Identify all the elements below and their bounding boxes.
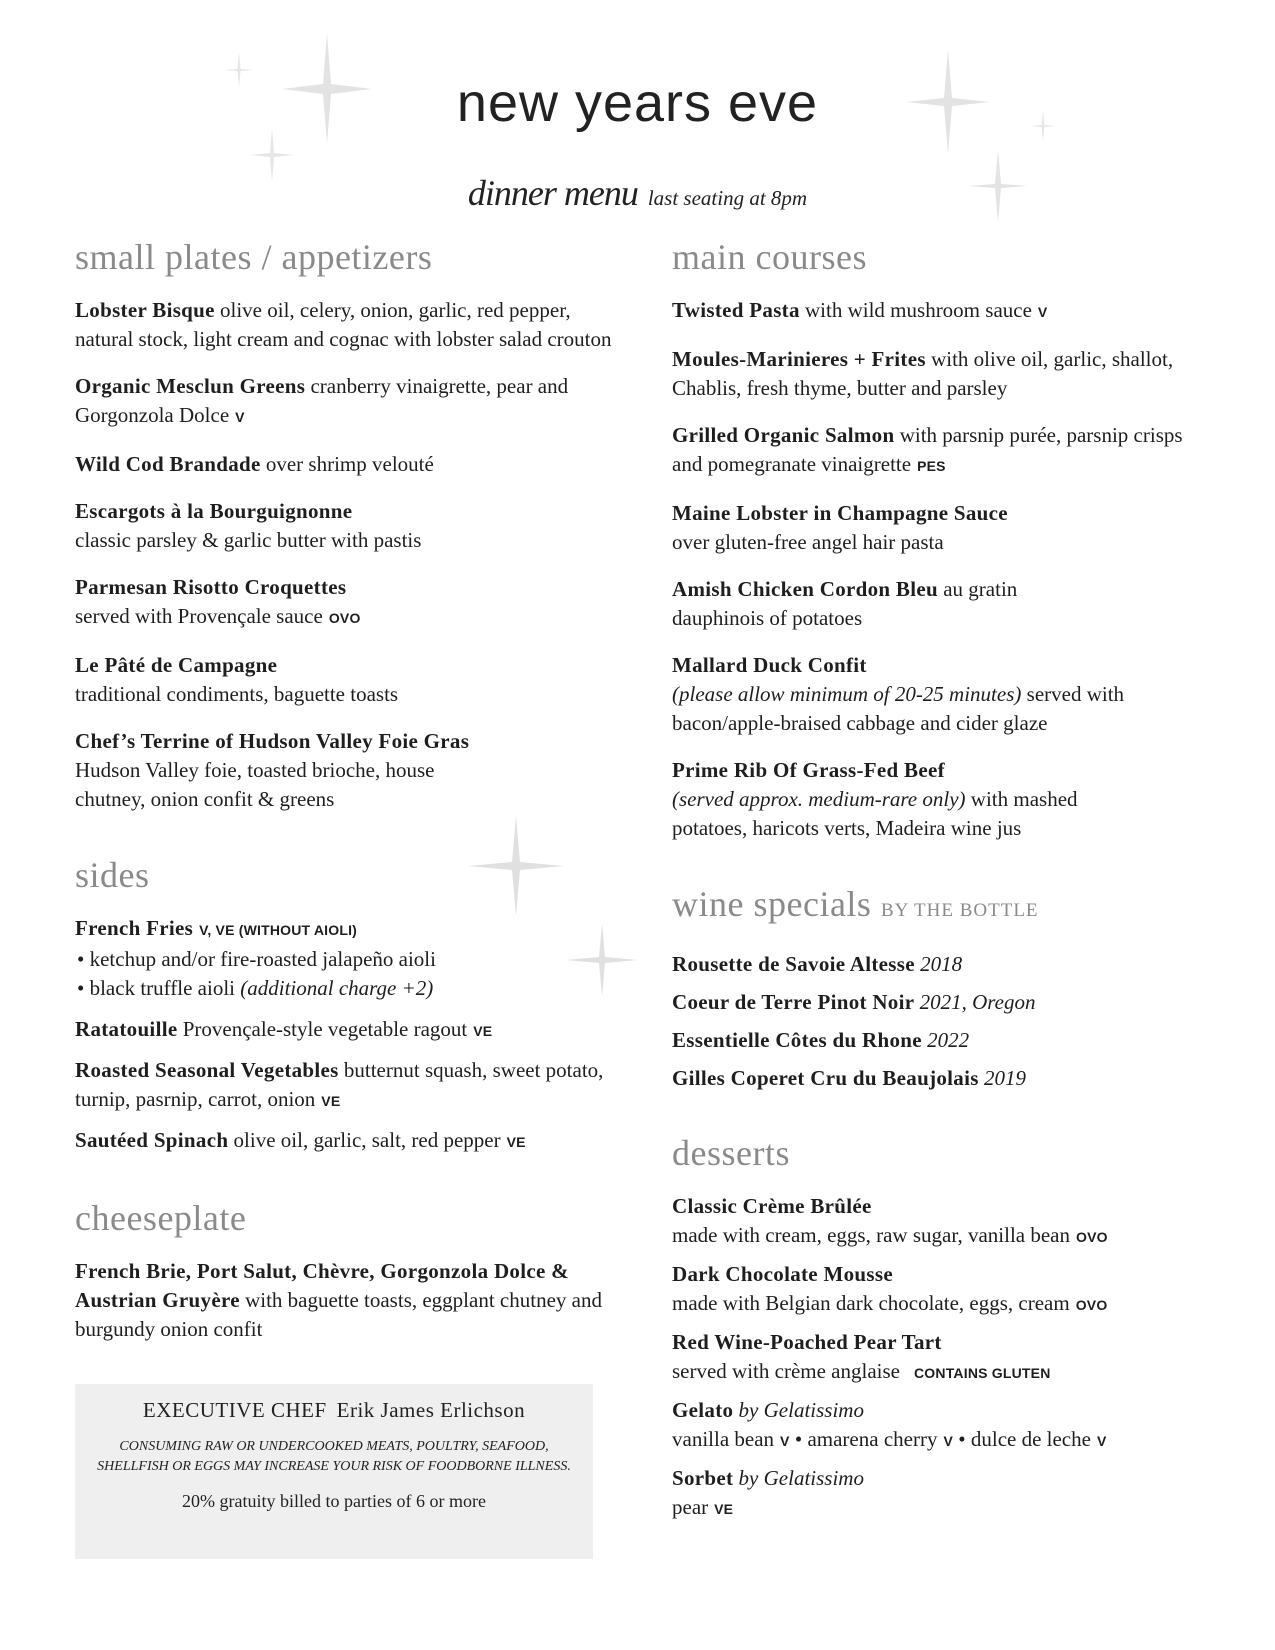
menu-item	[75, 296, 615, 354]
item-name: Maine Lobster in Champagne Sauce	[672, 501, 1008, 525]
wines-heading-sub: BY THE BOTTLE	[880, 900, 1039, 921]
menu-item	[75, 497, 615, 555]
subtitle-script: dinner menu	[467, 173, 638, 213]
wine-item	[672, 1064, 1212, 1092]
item-name: Sautéed Spinach	[75, 1128, 229, 1152]
item-name: Grilled Organic Salmon	[672, 423, 895, 447]
item-note: (additional charge +2)	[240, 976, 434, 1000]
flavor: vanilla bean	[672, 1427, 775, 1451]
menu-item	[75, 573, 615, 633]
section-heading-desserts: desserts	[672, 1133, 790, 1173]
item-desc: over gluten-free angel hair pasta	[672, 530, 944, 554]
dietary-tag: VE	[714, 1501, 734, 1517]
wines-heading: wine specials	[672, 884, 872, 924]
dietary-tag: VE	[321, 1093, 341, 1109]
left-column	[75, 236, 615, 1362]
subtitle	[0, 172, 1275, 214]
item-desc: au gratin dauphinois of potatoes	[672, 577, 1018, 630]
item-name: Ratatouille	[75, 1017, 178, 1041]
item-name: Amish Chicken Cordon Bleu	[672, 577, 938, 601]
section-heading-sides: sides	[75, 855, 150, 895]
dietary-tag: V	[1037, 304, 1048, 320]
dietary-tag: VE	[473, 1023, 493, 1039]
bullet-item	[75, 974, 615, 1003]
item-desc: served with bacon/apple-braised cabbage and cider glaze	[672, 682, 1125, 735]
bullet-text: • black truffle aioli	[77, 976, 241, 1000]
item-name: Roasted Seasonal Vegetables	[75, 1058, 339, 1082]
item-name: Mallard Duck Confit	[672, 653, 867, 677]
menu-item	[672, 296, 1212, 327]
section-heading-small-plates: small plates / appetizers	[75, 237, 433, 277]
menu-item	[672, 421, 1212, 481]
item-maker: by Gelatissimo	[738, 1466, 864, 1490]
item-name: French Fries	[75, 916, 194, 940]
item-desc: Hudson Valley foie, toasted brioche, house chutney, onion confit & greens	[75, 758, 435, 811]
item-name: Prime Rib Of Grass-Fed Beef	[672, 758, 945, 782]
item-desc: with parsnip purée, parsnip crisps and pomegranate vinaigrette	[672, 423, 1183, 476]
wine-name: Essentielle Côtes du Rhone	[672, 1028, 922, 1052]
chef-info-box	[75, 1384, 593, 1559]
dietary-tag: PES	[917, 458, 946, 474]
item-name: Twisted Pasta	[672, 298, 800, 322]
dietary-tag: V	[943, 1433, 953, 1449]
item-name: Gelato	[672, 1398, 734, 1422]
section-heading-cheeseplate: cheeseplate	[75, 1198, 247, 1238]
chef-label: EXECUTIVE CHEF	[142, 1398, 327, 1422]
item-desc: made with cream, eggs, raw sugar, vanilla bean	[672, 1223, 1071, 1247]
section-heading-mains: main courses	[672, 237, 867, 277]
item-name: French Brie, Port Salut, Chèvre, Gorgonzola Dolce & Austrian Gruyère	[75, 1259, 569, 1312]
right-column	[672, 236, 1212, 1532]
item-name: Chef’s Terrine of Hudson Valley Foie Gras	[75, 729, 470, 753]
separator: •	[794, 1427, 803, 1451]
dessert-item-gelato	[672, 1396, 1212, 1456]
dessert-item	[672, 1260, 1212, 1320]
item-name: Dark Chocolate Mousse	[672, 1262, 893, 1286]
wine-name: Coeur de Terre Pinot Noir	[672, 990, 915, 1014]
menu-item-cheeseplate	[75, 1257, 615, 1344]
item-desc: with wild mushroom sauce	[799, 298, 1032, 322]
item-name: Le Pâté de Campagne	[75, 653, 278, 677]
dietary-tag: VE	[506, 1134, 526, 1150]
bullet-item: • ketchup and/or fire-roasted jalapeño aioli	[77, 947, 436, 971]
item-name: Classic Crème Brûlée	[672, 1194, 872, 1218]
item-name: Parmesan Risotto Croquettes	[75, 575, 347, 599]
item-desc: with mashed potatoes, haricots verts, Madeira wine jus	[672, 787, 1078, 840]
gratuity-note: 20% gratuity billed to parties of 6 or more	[182, 1491, 486, 1511]
wine-year: 2019	[983, 1066, 1026, 1090]
wine-name: Rousette de Savoie Altesse	[672, 952, 915, 976]
dietary-tag: CONTAINS GLUTEN	[914, 1365, 1051, 1381]
menu-item	[75, 727, 615, 814]
item-desc: made with Belgian dark chocolate, eggs, cream	[672, 1291, 1070, 1315]
wine-item	[672, 988, 1212, 1016]
item-desc: with olive oil, garlic, shallot, Chablis, fresh thyme, butter and parsley	[672, 347, 1174, 400]
wine-item	[672, 1026, 1212, 1054]
dessert-item	[672, 1192, 1212, 1252]
menu-item-fries	[75, 914, 615, 1003]
menu-item	[75, 1015, 615, 1046]
item-desc: over shrimp velouté	[260, 452, 434, 476]
item-desc: Provençale-style vegetable ragout	[177, 1017, 468, 1041]
page-title: new years eve	[456, 73, 819, 133]
item-name: Escargots à la Bourguignonne	[75, 499, 353, 523]
wine-year: 2018	[920, 952, 963, 976]
menu-item	[75, 651, 615, 709]
item-name: Wild Cod Brandade	[75, 452, 261, 476]
item-desc: served with crème anglaise	[672, 1359, 900, 1383]
dessert-item-sorbet	[672, 1464, 1212, 1524]
item-name: Moules-Marinieres + Frites	[672, 347, 926, 371]
flavor: pear	[672, 1495, 709, 1519]
item-desc: cranberry vinaigrette, pear and Gorgonzola Dolce	[75, 374, 569, 427]
dessert-item	[672, 1328, 1212, 1388]
wine-year: 2021, Oregon	[919, 990, 1036, 1014]
chef-line	[75, 1398, 593, 1423]
menu-item	[75, 450, 615, 479]
dietary-tag: OVO	[1075, 1297, 1108, 1313]
flavor: dulce de leche	[970, 1427, 1091, 1451]
menu-item	[75, 372, 615, 432]
item-desc: olive oil, celery, onion, garlic, red pepper, natural stock, light cream and cognac with lobster salad crouton	[75, 298, 612, 351]
menu-item	[75, 1056, 615, 1116]
item-maker: by Gelatissimo	[738, 1398, 864, 1422]
dietary-tag: V	[1096, 1433, 1107, 1449]
separator: •	[958, 1427, 966, 1451]
menu-item	[75, 1126, 615, 1157]
item-desc: butternut squash, sweet potato, turnip, pasrnip, carrot, onion	[75, 1058, 604, 1111]
health-warning: CONSUMING RAW OR UNDERCOOKED MEATS, POULTRY, SEAFOOD, SHELLFISH OR EGGS MAY INCREASE YOUR RISK OF FOODBORNE ILLNESS.	[97, 1439, 571, 1474]
section-heading-wines	[672, 883, 1212, 932]
menu-item	[672, 575, 1072, 633]
chef-name: Erik James Erlichson	[336, 1398, 526, 1422]
wine-year: 2022	[927, 1028, 970, 1052]
item-desc: served with Provençale sauce	[75, 604, 323, 628]
item-name: Lobster Bisque	[75, 298, 215, 322]
item-name: Red Wine-Poached Pear Tart	[672, 1330, 942, 1354]
wine-name: Gilles Coperet Cru du Beaujolais	[672, 1066, 979, 1090]
dietary-tag: V, VE (WITHOUT AIOLI)	[199, 922, 358, 938]
menu-item	[672, 499, 1212, 557]
menu-item	[672, 756, 1112, 843]
dietary-tag: OVO	[1076, 1229, 1108, 1245]
dietary-tag: V	[235, 409, 245, 425]
menu-item	[672, 651, 1152, 738]
dietary-tag: V	[780, 1433, 790, 1449]
flavor: amarena cherry	[807, 1427, 938, 1451]
wine-item	[672, 950, 1212, 978]
item-desc: traditional condiments, baguette toasts	[75, 682, 399, 706]
item-name: Sorbet	[672, 1466, 734, 1490]
item-desc: classic parsley & garlic butter with pastis	[75, 528, 422, 552]
menu-item	[672, 345, 1212, 403]
item-note: (please allow minimum of 20-25 minutes)	[672, 682, 1022, 706]
dietary-tag: OVO	[328, 610, 361, 626]
item-name: Organic Mesclun Greens	[75, 374, 306, 398]
item-note: (served approx. medium-rare only)	[672, 787, 966, 811]
subtitle-seating: last seating at 8pm	[647, 186, 808, 210]
item-desc: with baguette toasts, eggplant chutney and burgundy onion confit	[75, 1288, 602, 1341]
item-desc: olive oil, garlic, salt, red pepper	[228, 1128, 501, 1152]
